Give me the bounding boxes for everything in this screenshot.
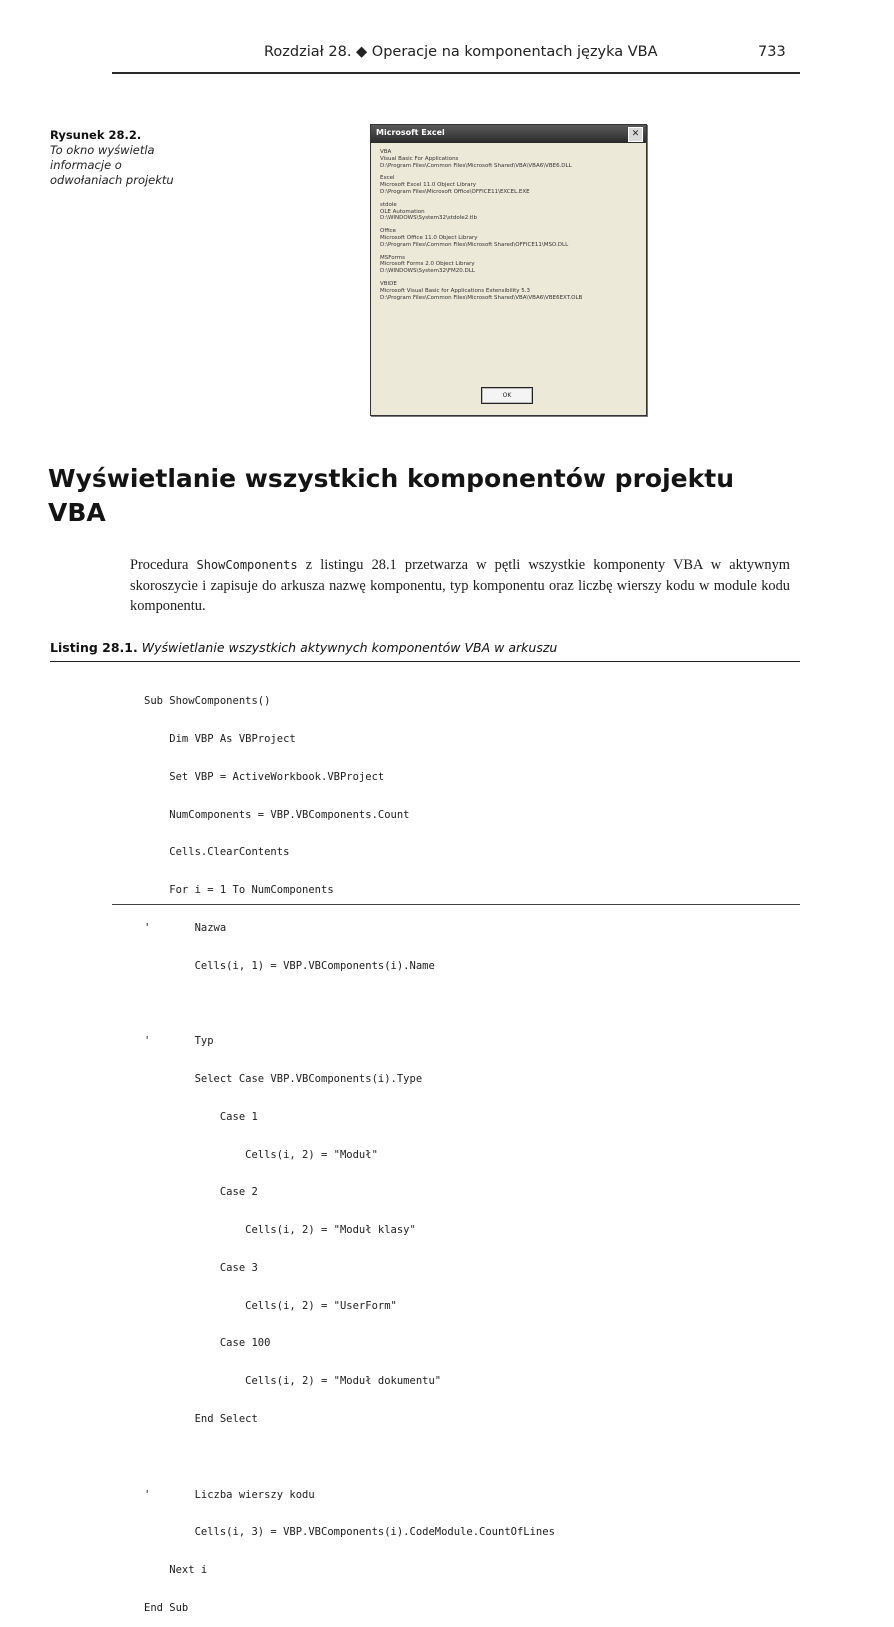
code-line: NumComponents = VBP.VBComponents.Count [144,808,410,821]
reference-item [380,228,640,248]
reference-description: Microsoft Forms 2.0 Object Library [380,261,475,268]
code-line: Set VBP = ActiveWorkbook.VBProject [144,770,385,783]
code-line: Case 1 [144,1110,258,1123]
code-line [144,997,555,1010]
code-line: ' Nazwa [144,921,227,934]
code-line: End Select [144,1413,258,1426]
code-line: Cells(i, 3) = VBP.VBComponents(i).CodeModule.CountOfLines [144,1526,555,1539]
reference-path: D:\Program Files\Common Files\Microsoft Shared\OFFICE11\MSO.DLL [380,241,569,248]
reference-path: D:\WINDOWS\System32\stdole2.tlb [380,215,478,222]
dialog-titlebar [371,125,646,143]
references-dialog [370,124,647,416]
listing-caption [50,640,557,655]
page-number: 733 [758,44,786,60]
code-line: Dim VBP As VBProject [144,732,296,745]
reference-path: D:\Program Files\Microsoft Office\OFFICE11\EXCEL.EXE [380,188,530,195]
reference-description: Microsoft Excel 11.0 Object Library [380,182,476,189]
code-line: Cells(i, 2) = "Moduł klasy" [144,1224,416,1237]
dialog-title: Microsoft Excel [376,128,445,137]
figure-description: To okno wyświetla informacje o odwołaniach projektu [50,143,174,187]
chapter-header: Rozdział 28. ◆ Operacje na komponentach języka VBA [264,44,658,60]
code-line: Sub ShowComponents() [144,695,271,708]
reference-item [380,255,640,275]
reference-name: VBIDE [380,280,397,287]
code-line: Cells(i, 1) = VBP.VBComponents(i).Name [144,959,435,972]
reference-description: OLE Automation [380,208,425,215]
listing-rule-top [50,661,800,662]
paragraph-text-start: Procedura [130,557,197,573]
code-line: Case 100 [144,1337,271,1350]
figure-label: Rysunek 28.2. [50,128,142,142]
ok-button[interactable]: OK [481,387,533,404]
reference-name: MSForms [380,254,405,261]
reference-name: stdole [380,201,397,208]
listing-rule-bottom [112,904,800,905]
code-line: ' Typ [144,1035,214,1048]
code-line: Cells(i, 2) = "Moduł dokumentu" [144,1375,442,1388]
figure-caption [50,128,220,188]
reference-description: Visual Basic For Applications [380,155,459,162]
paragraph-text-end: z listingu 28.1 przetwarza w pętli wszystkie komponenty VBA w aktywnym skoroszycie i zapisuje do arkusza nazwę komponentu, typ komponentu oraz liczbę wierszy kodu w module kodu komponentu. [130,557,791,614]
reference-item [380,202,640,222]
code-line: End Sub [144,1601,189,1614]
reference-description: Microsoft Visual Basic for Applications Extensibility 5.3 [380,287,531,294]
reference-item [380,149,640,169]
reference-path: D:\WINDOWS\System32\FM20.DLL [380,268,475,275]
section-heading: Wyświetlanie wszystkich komponentów projektu VBA [48,464,734,527]
header-rule [112,72,800,74]
reference-item [380,175,640,195]
close-icon[interactable]: ✕ [628,127,643,142]
listing-title: Wyświetlanie wszystkich aktywnych komponentów VBA w arkuszu [141,640,558,655]
code-line [144,1451,555,1464]
listing-label: Listing 28.1. [50,640,138,655]
code-line: Case 2 [144,1186,258,1199]
code-line: Next i [144,1564,208,1577]
code-line: Cells(i, 2) = "UserForm" [144,1299,397,1312]
code-line: Cells.ClearContents [144,846,290,859]
code-line: For i = 1 To NumComponents [144,884,334,897]
reference-name: VBA [380,149,392,155]
code-line: Case 3 [144,1261,258,1274]
code-line: Cells(i, 2) = "Moduł" [144,1148,378,1161]
reference-description: Microsoft Office 11.0 Object Library [380,234,478,241]
body-paragraph [130,555,790,617]
code-line: Select Case VBP.VBComponents(i).Type [144,1073,423,1085]
code-listing [144,670,555,1627]
reference-name: Office [380,228,397,235]
references-list [380,149,640,307]
reference-item [380,281,640,301]
inline-code: ShowComponents [196,558,298,572]
reference-name: Excel [380,175,395,182]
reference-path: D:\Program Files\Common Files\Microsoft Shared\VBA\VBA6\VBE6.DLL [380,162,572,169]
code-line: ' Liczba wierszy kodu [144,1488,315,1501]
reference-path: D:\Program Files\Common Files\Microsoft Shared\VBA\VBA6\VBE6EXT.OLB [380,294,583,301]
